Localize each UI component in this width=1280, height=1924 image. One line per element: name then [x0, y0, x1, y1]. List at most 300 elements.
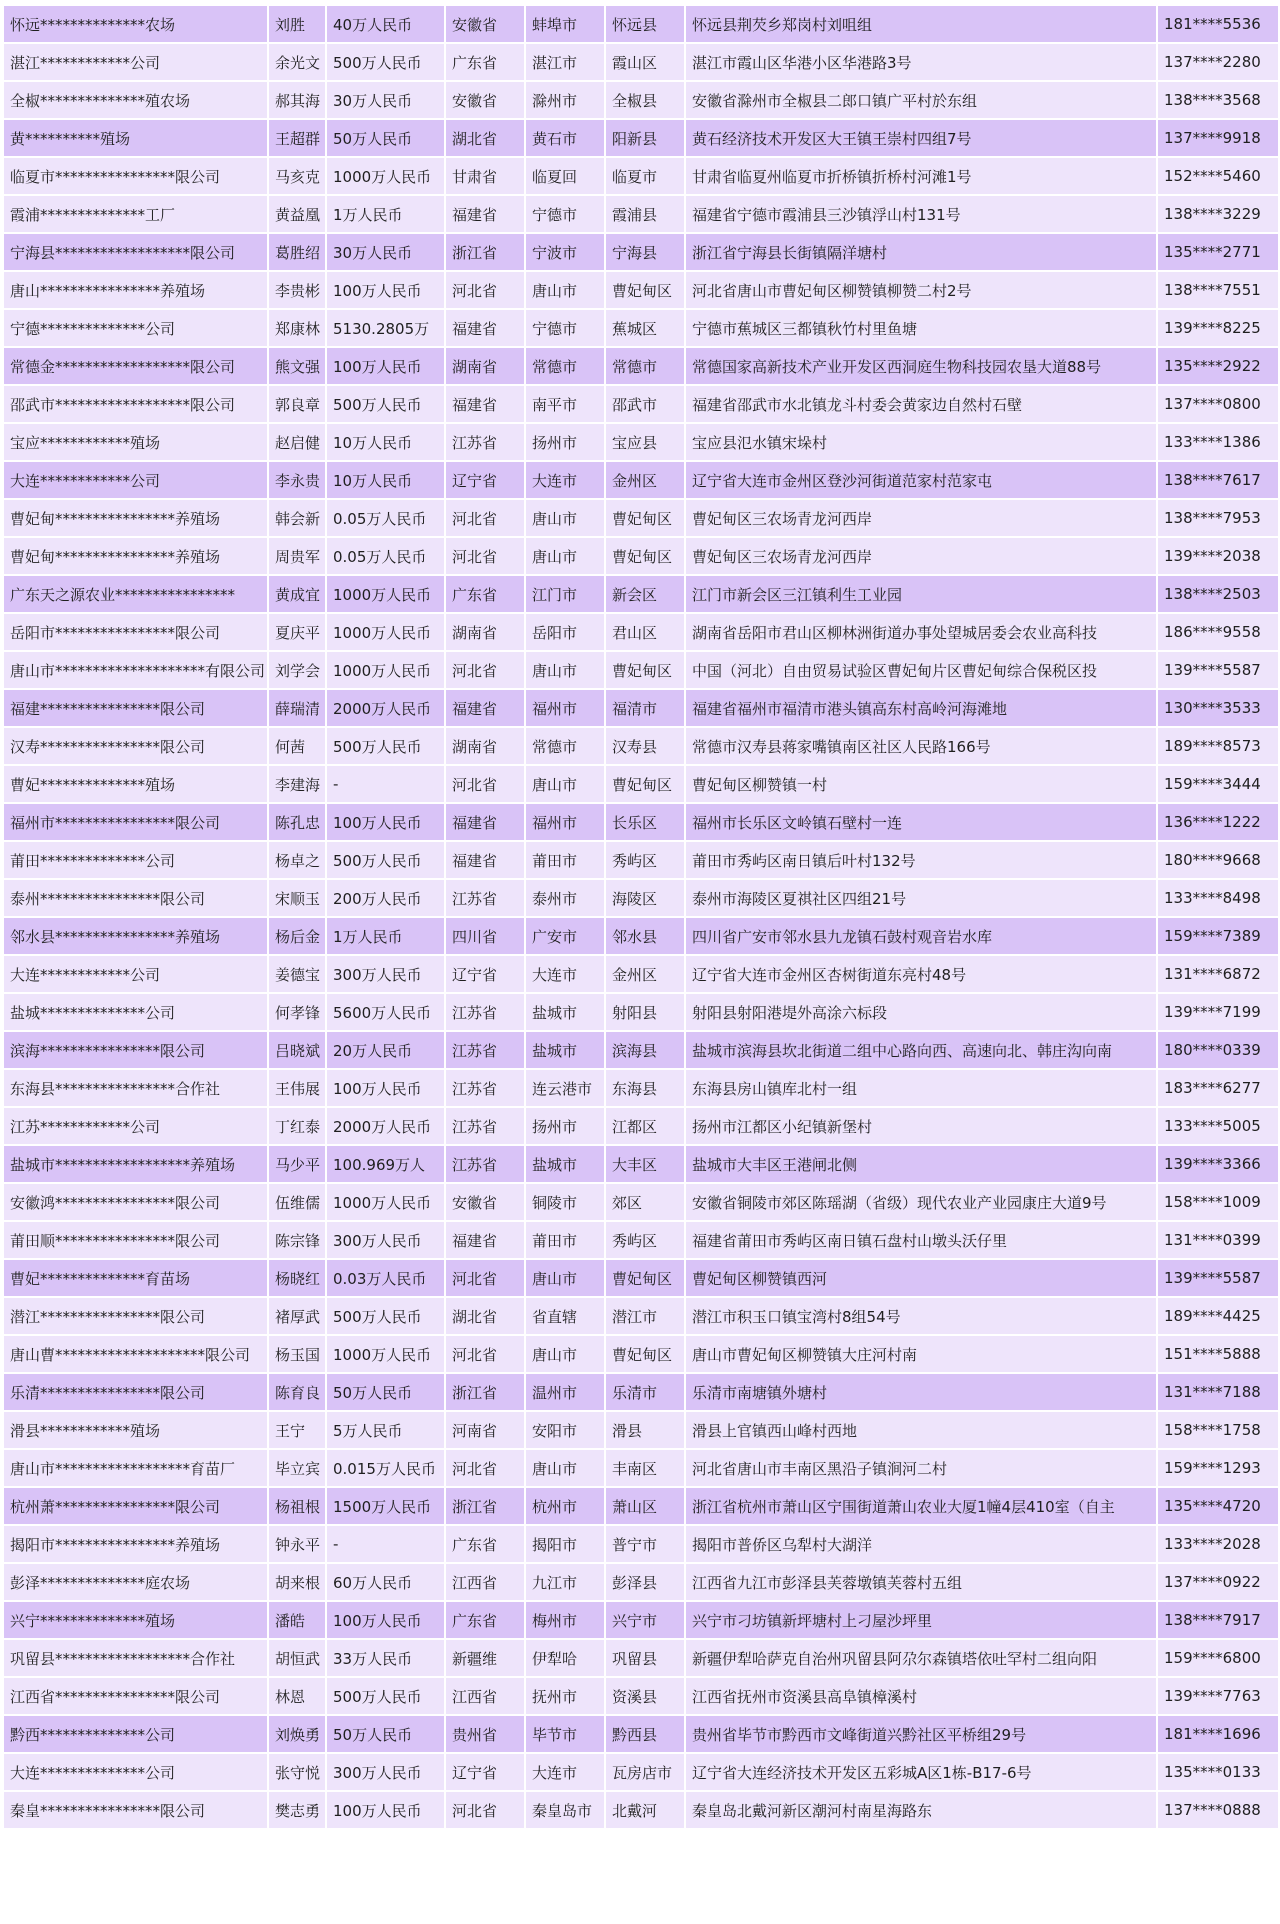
phone-cell: 181****1696 — [1157, 1715, 1279, 1753]
phone-cell: 135****2922 — [1157, 347, 1279, 385]
table-row — [3, 5, 1279, 43]
city-cell: 莆田市 — [525, 841, 605, 879]
contact-cell: 余光文 — [268, 43, 326, 81]
city-cell: 九江市 — [525, 1563, 605, 1601]
phone-cell: 139****5587 — [1157, 1259, 1279, 1297]
province-cell: 河北省 — [445, 651, 525, 689]
capital-cell: 0.05万人民币 — [326, 537, 445, 575]
company-name-cell: 汉寿****************限公司 — [3, 727, 268, 765]
city-cell: 临夏回 — [525, 157, 605, 195]
province-cell: 江苏省 — [445, 1107, 525, 1145]
province-cell: 江苏省 — [445, 1031, 525, 1069]
city-cell: 常德市 — [525, 727, 605, 765]
company-name-cell: 宝应************殖场 — [3, 423, 268, 461]
contact-cell: 何孝锋 — [268, 993, 326, 1031]
phone-cell: 138****7551 — [1157, 271, 1279, 309]
district-cell: 海陵区 — [605, 879, 685, 917]
phone-cell: 152****5460 — [1157, 157, 1279, 195]
district-cell: 曹妃甸区 — [605, 1335, 685, 1373]
city-cell: 常德市 — [525, 347, 605, 385]
city-cell: 毕节市 — [525, 1715, 605, 1753]
capital-cell: 500万人民币 — [326, 1297, 445, 1335]
capital-cell: 1000万人民币 — [326, 157, 445, 195]
province-cell: 浙江省 — [445, 233, 525, 271]
capital-cell: 500万人民币 — [326, 1677, 445, 1715]
capital-cell: 1万人民币 — [326, 917, 445, 955]
company-name-cell: 唐山市********************有限公司 — [3, 651, 268, 689]
contact-cell: 杨卓之 — [268, 841, 326, 879]
phone-cell: 137****9918 — [1157, 119, 1279, 157]
capital-cell: 50万人民币 — [326, 1373, 445, 1411]
contact-cell: 陈育良 — [268, 1373, 326, 1411]
city-cell: 滁州市 — [525, 81, 605, 119]
company-name-cell: 滨海****************限公司 — [3, 1031, 268, 1069]
capital-cell: 100万人民币 — [326, 1791, 445, 1829]
district-cell: 邵武市 — [605, 385, 685, 423]
company-name-cell: 霞浦**************工厂 — [3, 195, 268, 233]
city-cell: 莆田市 — [525, 1221, 605, 1259]
district-cell: 射阳县 — [605, 993, 685, 1031]
district-cell: 普宁市 — [605, 1525, 685, 1563]
company-name-cell: 曹妃**************殖场 — [3, 765, 268, 803]
contact-cell: 刘学会 — [268, 651, 326, 689]
contact-cell: 胡恒武 — [268, 1639, 326, 1677]
phone-cell: 135****0133 — [1157, 1753, 1279, 1791]
address-cell: 福建省宁德市霞浦县三沙镇浮山村131号 — [685, 195, 1157, 233]
table-row — [3, 1335, 1279, 1373]
phone-cell: 180****9668 — [1157, 841, 1279, 879]
capital-cell: 0.05万人民币 — [326, 499, 445, 537]
capital-cell: 1万人民币 — [326, 195, 445, 233]
district-cell: 滨海县 — [605, 1031, 685, 1069]
phone-cell: 138****7953 — [1157, 499, 1279, 537]
district-cell: 福清市 — [605, 689, 685, 727]
address-cell: 福建省莆田市秀屿区南日镇石盘村山墩头沃仔里 — [685, 1221, 1157, 1259]
province-cell: 江苏省 — [445, 1069, 525, 1107]
district-cell: 宁海县 — [605, 233, 685, 271]
table-row — [3, 1069, 1279, 1107]
table-row — [3, 423, 1279, 461]
contact-cell: 胡来根 — [268, 1563, 326, 1601]
capital-cell: 20万人民币 — [326, 1031, 445, 1069]
district-cell: 常德市 — [605, 347, 685, 385]
city-cell: 大连市 — [525, 461, 605, 499]
address-cell: 福建省福州市福清市港头镇高东村高岭河海滩地 — [685, 689, 1157, 727]
table-row — [3, 385, 1279, 423]
city-cell: 岳阳市 — [525, 613, 605, 651]
phone-cell: 137****0888 — [1157, 1791, 1279, 1829]
contact-cell: 赵启健 — [268, 423, 326, 461]
company-name-cell: 滑县************殖场 — [3, 1411, 268, 1449]
city-cell: 秦皇岛市 — [525, 1791, 605, 1829]
district-cell: 兴宁市 — [605, 1601, 685, 1639]
province-cell: 广东省 — [445, 43, 525, 81]
city-cell: 杭州市 — [525, 1487, 605, 1525]
company-name-cell: 黄**********殖场 — [3, 119, 268, 157]
province-cell: 广东省 — [445, 1525, 525, 1563]
province-cell: 湖南省 — [445, 727, 525, 765]
address-cell: 潜江市积玉口镇宝湾村8组54号 — [685, 1297, 1157, 1335]
province-cell: 河北省 — [445, 537, 525, 575]
contact-cell: 钟永平 — [268, 1525, 326, 1563]
table-row — [3, 689, 1279, 727]
company-name-cell: 曹妃甸****************养殖场 — [3, 537, 268, 575]
district-cell: 东海县 — [605, 1069, 685, 1107]
company-name-cell: 杭州萧****************限公司 — [3, 1487, 268, 1525]
table-row — [3, 1791, 1279, 1829]
company-name-cell: 江西省****************限公司 — [3, 1677, 268, 1715]
city-cell: 唐山市 — [525, 537, 605, 575]
contact-cell: 周贵军 — [268, 537, 326, 575]
contact-cell: 潘皓 — [268, 1601, 326, 1639]
province-cell: 广东省 — [445, 1601, 525, 1639]
contact-cell: 陈孔忠 — [268, 803, 326, 841]
address-cell: 盐城市滨海县坎北街道二组中心路向西、高速向北、韩庄沟向南 — [685, 1031, 1157, 1069]
city-cell: 大连市 — [525, 955, 605, 993]
capital-cell: 30万人民币 — [326, 233, 445, 271]
contact-cell: 陈宗锋 — [268, 1221, 326, 1259]
capital-cell: 2000万人民币 — [326, 1107, 445, 1145]
capital-cell: 33万人民币 — [326, 1639, 445, 1677]
contact-cell: 宋顺玉 — [268, 879, 326, 917]
phone-cell: 138****2503 — [1157, 575, 1279, 613]
address-cell: 常德国家高新技术产业开发区西洞庭生物科技园农垦大道88号 — [685, 347, 1157, 385]
contact-cell: 杨祖根 — [268, 1487, 326, 1525]
city-cell: 梅州市 — [525, 1601, 605, 1639]
contact-cell: 张守悦 — [268, 1753, 326, 1791]
address-cell: 浙江省宁海县长街镇隔洋塘村 — [685, 233, 1157, 271]
address-cell: 东海县房山镇库北村一组 — [685, 1069, 1157, 1107]
company-name-cell: 常德金******************限公司 — [3, 347, 268, 385]
district-cell: 彭泽县 — [605, 1563, 685, 1601]
phone-cell: 151****5888 — [1157, 1335, 1279, 1373]
province-cell: 福建省 — [445, 385, 525, 423]
province-cell: 河北省 — [445, 1335, 525, 1373]
table-row — [3, 233, 1279, 271]
phone-cell: 159****1293 — [1157, 1449, 1279, 1487]
phone-cell: 139****2038 — [1157, 537, 1279, 575]
district-cell: 君山区 — [605, 613, 685, 651]
capital-cell: 100万人民币 — [326, 1069, 445, 1107]
district-cell: 潜江市 — [605, 1297, 685, 1335]
contact-cell: 丁红泰 — [268, 1107, 326, 1145]
city-cell: 省直辖 — [525, 1297, 605, 1335]
province-cell: 河北省 — [445, 1791, 525, 1829]
capital-cell: 300万人民币 — [326, 1221, 445, 1259]
province-cell: 湖南省 — [445, 347, 525, 385]
table-row — [3, 1411, 1279, 1449]
table-row — [3, 1107, 1279, 1145]
address-cell: 射阳县射阳港堤外高涂六标段 — [685, 993, 1157, 1031]
capital-cell: 60万人民币 — [326, 1563, 445, 1601]
table-row — [3, 119, 1279, 157]
phone-cell: 158****1009 — [1157, 1183, 1279, 1221]
address-cell: 曹妃甸区柳赞镇西河 — [685, 1259, 1157, 1297]
district-cell: 北戴河 — [605, 1791, 685, 1829]
district-cell: 临夏市 — [605, 157, 685, 195]
district-cell: 金州区 — [605, 955, 685, 993]
company-name-cell: 秦皇****************限公司 — [3, 1791, 268, 1829]
district-cell: 汉寿县 — [605, 727, 685, 765]
province-cell: 河北省 — [445, 1449, 525, 1487]
district-cell: 秀屿区 — [605, 841, 685, 879]
district-cell: 长乐区 — [605, 803, 685, 841]
address-cell: 曹妃甸区三农场青龙河西岸 — [685, 499, 1157, 537]
phone-cell: 138****7917 — [1157, 1601, 1279, 1639]
address-cell: 曹妃甸区柳赞镇一村 — [685, 765, 1157, 803]
district-cell: 曹妃甸区 — [605, 271, 685, 309]
province-cell: 福建省 — [445, 689, 525, 727]
city-cell: 泰州市 — [525, 879, 605, 917]
contact-cell: 褚厚武 — [268, 1297, 326, 1335]
phone-cell: 183****6277 — [1157, 1069, 1279, 1107]
city-cell: 福州市 — [525, 803, 605, 841]
district-cell: 曹妃甸区 — [605, 537, 685, 575]
province-cell: 辽宁省 — [445, 955, 525, 993]
capital-cell: 500万人民币 — [326, 841, 445, 879]
phone-cell: 133****1386 — [1157, 423, 1279, 461]
capital-cell: 1000万人民币 — [326, 1335, 445, 1373]
capital-cell: 300万人民币 — [326, 1753, 445, 1791]
city-cell: 宁波市 — [525, 233, 605, 271]
city-cell: 南平市 — [525, 385, 605, 423]
province-cell: 河北省 — [445, 499, 525, 537]
capital-cell: 300万人民币 — [326, 955, 445, 993]
district-cell: 邻水县 — [605, 917, 685, 955]
district-cell: 蕉城区 — [605, 309, 685, 347]
phone-cell: 189****4425 — [1157, 1297, 1279, 1335]
capital-cell: 100万人民币 — [326, 1601, 445, 1639]
city-cell: 大连市 — [525, 1753, 605, 1791]
address-cell: 河北省唐山市曹妃甸区柳赞镇柳赞二村2号 — [685, 271, 1157, 309]
phone-cell: 139****7199 — [1157, 993, 1279, 1031]
district-cell: 阳新县 — [605, 119, 685, 157]
address-cell: 湖南省岳阳市君山区柳林洲街道办事处望城居委会农业高科技 — [685, 613, 1157, 651]
address-cell: 辽宁省大连经济技术开发区五彩城A区1栋-B17-6号 — [685, 1753, 1157, 1791]
company-name-cell: 唐山市******************育苗厂 — [3, 1449, 268, 1487]
phone-cell: 136****1222 — [1157, 803, 1279, 841]
table-row — [3, 841, 1279, 879]
company-name-cell: 巩留县******************合作社 — [3, 1639, 268, 1677]
phone-cell: 131****7188 — [1157, 1373, 1279, 1411]
province-cell: 河北省 — [445, 765, 525, 803]
company-name-cell: 大连************公司 — [3, 955, 268, 993]
contact-cell: 薛瑞清 — [268, 689, 326, 727]
company-name-cell: 大连**************公司 — [3, 1753, 268, 1791]
phone-cell: 139****5587 — [1157, 651, 1279, 689]
company-table — [2, 4, 1280, 1830]
company-name-cell: 曹妃**************育苗场 — [3, 1259, 268, 1297]
company-name-cell: 邻水县****************养殖场 — [3, 917, 268, 955]
address-cell: 宝应县氾水镇宋垛村 — [685, 423, 1157, 461]
capital-cell: 5130.2805万 — [326, 309, 445, 347]
city-cell: 广安市 — [525, 917, 605, 955]
district-cell: 巩留县 — [605, 1639, 685, 1677]
address-cell: 江门市新会区三江镇利生工业园 — [685, 575, 1157, 613]
contact-cell: 黄益凰 — [268, 195, 326, 233]
capital-cell: - — [326, 1525, 445, 1563]
city-cell: 唐山市 — [525, 765, 605, 803]
company-name-cell: 莆田**************公司 — [3, 841, 268, 879]
district-cell: 江都区 — [605, 1107, 685, 1145]
capital-cell: 5600万人民币 — [326, 993, 445, 1031]
capital-cell: 500万人民币 — [326, 385, 445, 423]
table-row — [3, 1449, 1279, 1487]
company-name-cell: 广东天之源农业**************** — [3, 575, 268, 613]
city-cell: 福州市 — [525, 689, 605, 727]
address-cell: 福州市长乐区文岭镇石壁村一连 — [685, 803, 1157, 841]
province-cell: 江西省 — [445, 1563, 525, 1601]
company-name-cell: 盐城市******************养殖场 — [3, 1145, 268, 1183]
province-cell: 江西省 — [445, 1677, 525, 1715]
city-cell: 盐城市 — [525, 1145, 605, 1183]
company-name-cell: 江苏************公司 — [3, 1107, 268, 1145]
district-cell: 瓦房店市 — [605, 1753, 685, 1791]
table-row — [3, 575, 1279, 613]
contact-cell: 吕晓斌 — [268, 1031, 326, 1069]
table-row — [3, 537, 1279, 575]
table-body — [3, 5, 1279, 1829]
company-name-cell: 安徽鸿****************限公司 — [3, 1183, 268, 1221]
company-name-cell: 揭阳市****************养殖场 — [3, 1525, 268, 1563]
district-cell: 新会区 — [605, 575, 685, 613]
contact-cell: 樊志勇 — [268, 1791, 326, 1829]
capital-cell: 100万人民币 — [326, 803, 445, 841]
city-cell: 宁德市 — [525, 309, 605, 347]
phone-cell: 137****0800 — [1157, 385, 1279, 423]
contact-cell: 马亥克 — [268, 157, 326, 195]
table-row — [3, 1715, 1279, 1753]
phone-cell: 135****4720 — [1157, 1487, 1279, 1525]
contact-cell: 杨晓红 — [268, 1259, 326, 1297]
phone-cell: 138****7617 — [1157, 461, 1279, 499]
province-cell: 福建省 — [445, 195, 525, 233]
address-cell: 秦皇岛北戴河新区潮河村南星海路东 — [685, 1791, 1157, 1829]
table-row — [3, 43, 1279, 81]
company-name-cell: 全椒**************殖农场 — [3, 81, 268, 119]
district-cell: 霞山区 — [605, 43, 685, 81]
district-cell: 金州区 — [605, 461, 685, 499]
phone-cell: 138****3229 — [1157, 195, 1279, 233]
contact-cell: 刘胜 — [268, 5, 326, 43]
phone-cell: 159****3444 — [1157, 765, 1279, 803]
phone-cell: 186****9558 — [1157, 613, 1279, 651]
table-row — [3, 1259, 1279, 1297]
address-cell: 乐清市南塘镇外塘村 — [685, 1373, 1157, 1411]
contact-cell: 伍维儒 — [268, 1183, 326, 1221]
phone-cell: 131****6872 — [1157, 955, 1279, 993]
capital-cell: 100.969万人 — [326, 1145, 445, 1183]
province-cell: 辽宁省 — [445, 1753, 525, 1791]
city-cell: 唐山市 — [525, 1335, 605, 1373]
city-cell: 宁德市 — [525, 195, 605, 233]
contact-cell: 杨后金 — [268, 917, 326, 955]
contact-cell: 黄成宜 — [268, 575, 326, 613]
table-row — [3, 1601, 1279, 1639]
city-cell: 扬州市 — [525, 423, 605, 461]
capital-cell: 5万人民币 — [326, 1411, 445, 1449]
phone-cell: 133****8498 — [1157, 879, 1279, 917]
address-cell: 曹妃甸区三农场青龙河西岸 — [685, 537, 1157, 575]
address-cell: 江西省抚州市资溪县高阜镇樟溪村 — [685, 1677, 1157, 1715]
phone-cell: 158****1758 — [1157, 1411, 1279, 1449]
capital-cell: 0.03万人民币 — [326, 1259, 445, 1297]
contact-cell: 王超群 — [268, 119, 326, 157]
company-name-cell: 泰州****************限公司 — [3, 879, 268, 917]
district-cell: 全椒县 — [605, 81, 685, 119]
capital-cell: 1000万人民币 — [326, 1183, 445, 1221]
address-cell: 中国（河北）自由贸易试验区曹妃甸片区曹妃甸综合保税区投 — [685, 651, 1157, 689]
city-cell: 揭阳市 — [525, 1525, 605, 1563]
capital-cell: 50万人民币 — [326, 119, 445, 157]
province-cell: 河北省 — [445, 271, 525, 309]
phone-cell: 189****8573 — [1157, 727, 1279, 765]
contact-cell: 毕立宾 — [268, 1449, 326, 1487]
company-name-cell: 曹妃甸****************养殖场 — [3, 499, 268, 537]
address-cell: 辽宁省大连市金州区杏树街道东亮村48号 — [685, 955, 1157, 993]
city-cell: 江门市 — [525, 575, 605, 613]
address-cell: 新疆伊犁哈萨克自治州巩留县阿尕尔森镇塔依吐罕村二组向阳 — [685, 1639, 1157, 1677]
address-cell: 揭阳市普侨区乌犁村大湖洋 — [685, 1525, 1157, 1563]
province-cell: 福建省 — [445, 803, 525, 841]
address-cell: 扬州市江都区小纪镇新堡村 — [685, 1107, 1157, 1145]
province-cell: 河南省 — [445, 1411, 525, 1449]
company-name-cell: 大连************公司 — [3, 461, 268, 499]
address-cell: 宁德市蕉城区三都镇秋竹村里鱼塘 — [685, 309, 1157, 347]
province-cell: 甘肃省 — [445, 157, 525, 195]
capital-cell: 100万人民币 — [326, 347, 445, 385]
table-row — [3, 157, 1279, 195]
address-cell: 浙江省杭州市萧山区宁围街道萧山农业大厦1幢4层410室（自主 — [685, 1487, 1157, 1525]
address-cell: 怀远县荆芡乡郑岗村刘咀组 — [685, 5, 1157, 43]
province-cell: 浙江省 — [445, 1487, 525, 1525]
city-cell: 温州市 — [525, 1373, 605, 1411]
city-cell: 安阳市 — [525, 1411, 605, 1449]
contact-cell: 马少平 — [268, 1145, 326, 1183]
phone-cell: 137****0922 — [1157, 1563, 1279, 1601]
table-row — [3, 195, 1279, 233]
table-row — [3, 993, 1279, 1031]
company-name-cell: 福建****************限公司 — [3, 689, 268, 727]
capital-cell: 1000万人民币 — [326, 613, 445, 651]
capital-cell: 1500万人民币 — [326, 1487, 445, 1525]
contact-cell: 李建海 — [268, 765, 326, 803]
province-cell: 湖北省 — [445, 119, 525, 157]
table-row — [3, 1487, 1279, 1525]
capital-cell: 500万人民币 — [326, 43, 445, 81]
contact-cell: 王伟展 — [268, 1069, 326, 1107]
phone-cell: 135****2771 — [1157, 233, 1279, 271]
contact-cell: 韩会新 — [268, 499, 326, 537]
company-name-cell: 宁海县******************限公司 — [3, 233, 268, 271]
company-name-cell: 怀远**************农场 — [3, 5, 268, 43]
district-cell: 黔西县 — [605, 1715, 685, 1753]
city-cell: 连云港市 — [525, 1069, 605, 1107]
capital-cell: - — [326, 765, 445, 803]
address-cell: 黄石经济技术开发区大王镇王崇村四组7号 — [685, 119, 1157, 157]
capital-cell: 10万人民币 — [326, 423, 445, 461]
province-cell: 江苏省 — [445, 993, 525, 1031]
phone-cell: 181****5536 — [1157, 5, 1279, 43]
company-name-cell: 东海县****************合作社 — [3, 1069, 268, 1107]
phone-cell: 139****3366 — [1157, 1145, 1279, 1183]
city-cell: 湛江市 — [525, 43, 605, 81]
table-row — [3, 271, 1279, 309]
phone-cell: 180****0339 — [1157, 1031, 1279, 1069]
company-name-cell: 黔西**************公司 — [3, 1715, 268, 1753]
province-cell: 湖北省 — [445, 1297, 525, 1335]
table-row — [3, 955, 1279, 993]
